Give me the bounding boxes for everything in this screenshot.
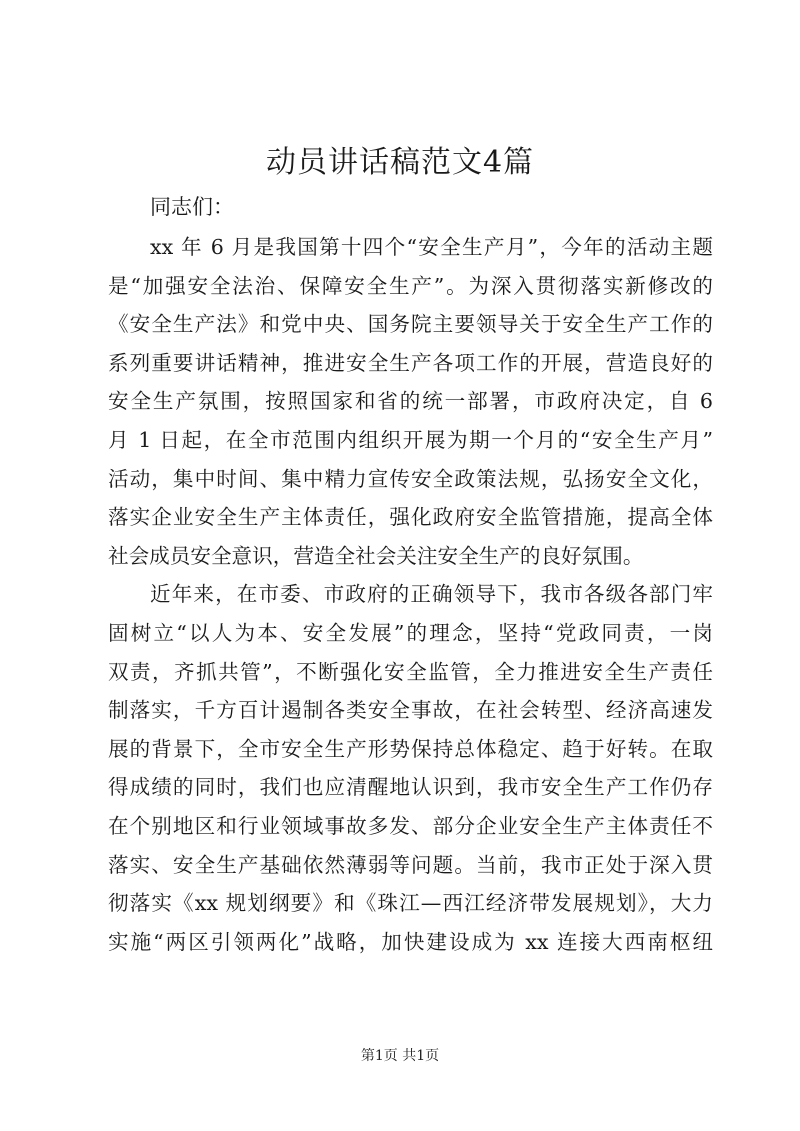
paragraph-1-line: 系列重要讲话精神，推进安全生产各项工作的开展，营造良好的 <box>108 350 713 375</box>
document-title: 动员讲话稿范文4篇 <box>265 145 535 180</box>
paragraph-1-line: 月 1 日起，在全市范围内组织开展为期一个月的“安全生产月” <box>108 427 713 452</box>
page-number-footer: 第1页 共1页 <box>360 1048 440 1064</box>
paragraph-2-line: 固树立“以人为本、安全发展”的理念，坚持“党政同责，一岗 <box>108 620 713 645</box>
paragraph-2-line: 在个别地区和行业领域事故多发、部分企业安全生产主体责任不 <box>108 813 713 838</box>
paragraph-2-line: 展的背景下，全市安全生产形势保持总体稳定、趋于好转。在取 <box>108 736 713 761</box>
paragraph-2-line: 实施“两区引领两化”战略，加快建设成为 xx 连接大西南枢纽 <box>108 929 713 954</box>
paragraph-2-line: 得成绩的同时，我们也应清醒地认识到，我市安全生产工作仍存 <box>108 775 713 800</box>
paragraph-2-line: 制落实，千方百计遏制各类安全事故，在社会转型、经济高速发 <box>108 698 713 723</box>
paragraph-2-line: 双责，齐抓共管”，不断强化安全监管，全力推进安全生产责任 <box>108 659 713 684</box>
document-body <box>108 228 713 961</box>
paragraph-1-line: 是“加强安全法治、保障安全生产”。为深入贯彻落实新修改的 <box>108 273 713 298</box>
paragraph-1-line: 安全生产氛围，按照国家和省的统一部署，市政府决定，自 6 <box>108 389 713 414</box>
paragraph-1-line: 《安全生产法》和党中央、国务院主要领导关于安全生产工作的 <box>108 312 713 337</box>
paragraph-2-line: 近年来，在市委、市政府的正确领导下，我市各级各部门牢 <box>150 582 713 607</box>
paragraph-1-line: 落实企业安全生产主体责任，强化政府安全监管措施，提高全体 <box>108 505 713 530</box>
paragraph-2-line: 落实、安全生产基础依然薄弱等问题。当前，我市正处于深入贯 <box>108 852 713 877</box>
paragraph-1-line: 社会成员安全意识，营造全社会关注安全生产的良好氛围。 <box>108 543 644 568</box>
paragraph-1-line: 活动，集中时间、集中精力宣传安全政策法规，弘扬安全文化， <box>108 466 713 491</box>
salutation: 同志们： <box>150 195 234 219</box>
paragraph-2-line: 彻落实《xx 规划纲要》和《珠江—西江经济带发展规划》，大力 <box>108 891 713 916</box>
paragraph-1-line: xx 年 6 月是我国第十四个“安全生产月”，今年的活动主题 <box>150 235 713 259</box>
